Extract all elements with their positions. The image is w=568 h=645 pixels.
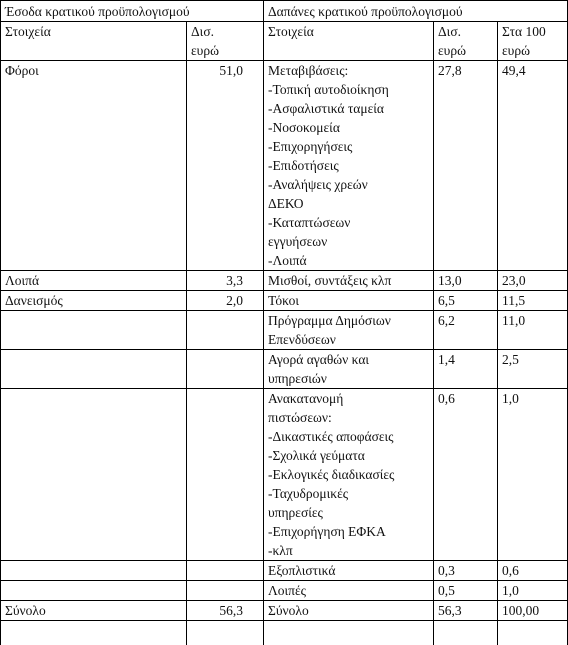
expense-item bbox=[264, 311, 434, 350]
income-total-amount: 56,3 bbox=[187, 601, 264, 621]
income-amount: 2,0 bbox=[187, 291, 264, 311]
expense-per100: 49,4 bbox=[498, 61, 568, 271]
empty-cell bbox=[434, 621, 498, 645]
expense-amount: 0,3 bbox=[434, 561, 498, 581]
income-amount bbox=[187, 311, 264, 350]
expense-item-line: -Δικαστικές αποφάσεις bbox=[268, 427, 430, 446]
table-row bbox=[1, 350, 568, 389]
expense-item-line: Λοιπές bbox=[268, 581, 430, 600]
table-row bbox=[1, 561, 568, 581]
expense-item-line: -Ταχυδρομικές bbox=[268, 484, 430, 503]
expense-per100: 11,0 bbox=[498, 311, 568, 350]
expense-per100: 1,0 bbox=[498, 581, 568, 601]
income-items-header: Στοιχεία bbox=[1, 22, 187, 61]
expense-item-line: πιστώσεων: bbox=[268, 408, 430, 427]
expense-item bbox=[264, 350, 434, 389]
expense-item-line: εγγυήσεων bbox=[268, 232, 430, 251]
expense-item-line: -Λοιπά bbox=[268, 251, 430, 270]
expense-item-line: ΔΕΚΟ bbox=[268, 194, 430, 213]
expense-item bbox=[264, 271, 434, 291]
income-amount: 51,0 bbox=[187, 61, 264, 271]
expense-item-line: -Επιχορήγηση ΕΦΚΑ bbox=[268, 522, 430, 541]
expense-item bbox=[264, 291, 434, 311]
expense-item-line: Τόκοι bbox=[268, 291, 430, 310]
expense-item bbox=[264, 561, 434, 581]
table-row bbox=[1, 311, 568, 350]
empty-cell bbox=[264, 621, 434, 645]
expense-item-line: -Καταπτώσεων bbox=[268, 213, 430, 232]
income-amount: 3,3 bbox=[187, 271, 264, 291]
expense-amount: 0,5 bbox=[434, 581, 498, 601]
expense-item-line: -Επιχορηγήσεις bbox=[268, 137, 430, 156]
expense-item-line: Εξοπλιστικά bbox=[268, 561, 430, 580]
expense-amount: 6,2 bbox=[434, 311, 498, 350]
income-amount bbox=[187, 389, 264, 561]
table-row bbox=[1, 61, 568, 271]
income-item bbox=[1, 561, 187, 581]
expense-item-line: Αγορά αγαθών και bbox=[268, 350, 430, 369]
empty-cell bbox=[498, 621, 568, 645]
expense-amount: 13,0 bbox=[434, 271, 498, 291]
expense-amount: 1,4 bbox=[434, 350, 498, 389]
income-amount-header: Δισ. ευρώ bbox=[187, 22, 264, 61]
expense-item bbox=[264, 61, 434, 271]
totals-row bbox=[1, 601, 568, 621]
expense-item-line: υπηρεσίες bbox=[268, 503, 430, 522]
expense-item-line: -Επιδοτήσεις bbox=[268, 156, 430, 175]
expense-item-line: Μεταβιβάσεις: bbox=[268, 61, 430, 80]
expense-title: Δαπάνες κρατικού προϋπολογισμού bbox=[264, 1, 568, 22]
income-item: Λοιπά bbox=[1, 271, 187, 291]
expense-total-per100: 100,00 bbox=[498, 601, 568, 621]
income-item: Φόροι bbox=[1, 61, 187, 271]
expense-item bbox=[264, 581, 434, 601]
income-item bbox=[1, 581, 187, 601]
expense-total-label: Σύνολο bbox=[264, 601, 434, 621]
expense-items-header: Στοιχεία bbox=[264, 22, 434, 61]
expense-item-line: -Ασφαλιστικά ταμεία bbox=[268, 99, 430, 118]
table-trailing-row bbox=[1, 621, 568, 645]
income-item bbox=[1, 389, 187, 561]
empty-cell bbox=[187, 621, 264, 645]
expense-per100: 1,0 bbox=[498, 389, 568, 561]
expense-amount: 0,6 bbox=[434, 389, 498, 561]
expense-per100: 11,5 bbox=[498, 291, 568, 311]
income-amount bbox=[187, 581, 264, 601]
expense-item-line: -Αναλήψεις χρεών bbox=[268, 175, 430, 194]
expense-item-line: υπηρεσιών bbox=[268, 369, 430, 388]
table-row bbox=[1, 581, 568, 601]
expense-item-line: Πρόγραμμα Δημόσιων bbox=[268, 311, 430, 330]
table-row bbox=[1, 271, 568, 291]
expense-item-line: Ανακατανομή bbox=[268, 389, 430, 408]
column-header-row bbox=[1, 22, 568, 61]
table-row bbox=[1, 291, 568, 311]
expense-item-line: -Εκλογικές διαδικασίες bbox=[268, 465, 430, 484]
income-total-label: Σύνολο bbox=[1, 601, 187, 621]
expense-item-line: -Νοσοκομεία bbox=[268, 118, 430, 137]
income-title: Έσοδα κρατικού προϋπολογισμού bbox=[1, 1, 264, 22]
income-amount bbox=[187, 350, 264, 389]
expense-item-line: -Τοπική αυτοδιοίκηση bbox=[268, 80, 430, 99]
expense-amount: 27,8 bbox=[434, 61, 498, 271]
expense-item bbox=[264, 389, 434, 561]
income-amount bbox=[187, 561, 264, 581]
income-item bbox=[1, 311, 187, 350]
income-item bbox=[1, 350, 187, 389]
empty-cell bbox=[1, 621, 187, 645]
income-item: Δανεισμός bbox=[1, 291, 187, 311]
expense-item-line: -Σχολικά γεύματα bbox=[268, 446, 430, 465]
expense-item-line: Επενδύσεων bbox=[268, 330, 430, 349]
table-row bbox=[1, 389, 568, 561]
expense-item-line: Μισθοί, συντάξεις κλπ bbox=[268, 271, 430, 290]
title-row bbox=[1, 1, 568, 22]
expense-amount: 6,5 bbox=[434, 291, 498, 311]
expense-total-amount: 56,3 bbox=[434, 601, 498, 621]
expense-per100: 23,0 bbox=[498, 271, 568, 291]
expense-per100-header: Στα 100 ευρώ bbox=[498, 22, 568, 61]
expense-item-line: -κλπ bbox=[268, 541, 430, 560]
expense-per100: 0,6 bbox=[498, 561, 568, 581]
expense-amount-header: Δισ. ευρώ bbox=[434, 22, 498, 61]
expense-per100: 2,5 bbox=[498, 350, 568, 389]
